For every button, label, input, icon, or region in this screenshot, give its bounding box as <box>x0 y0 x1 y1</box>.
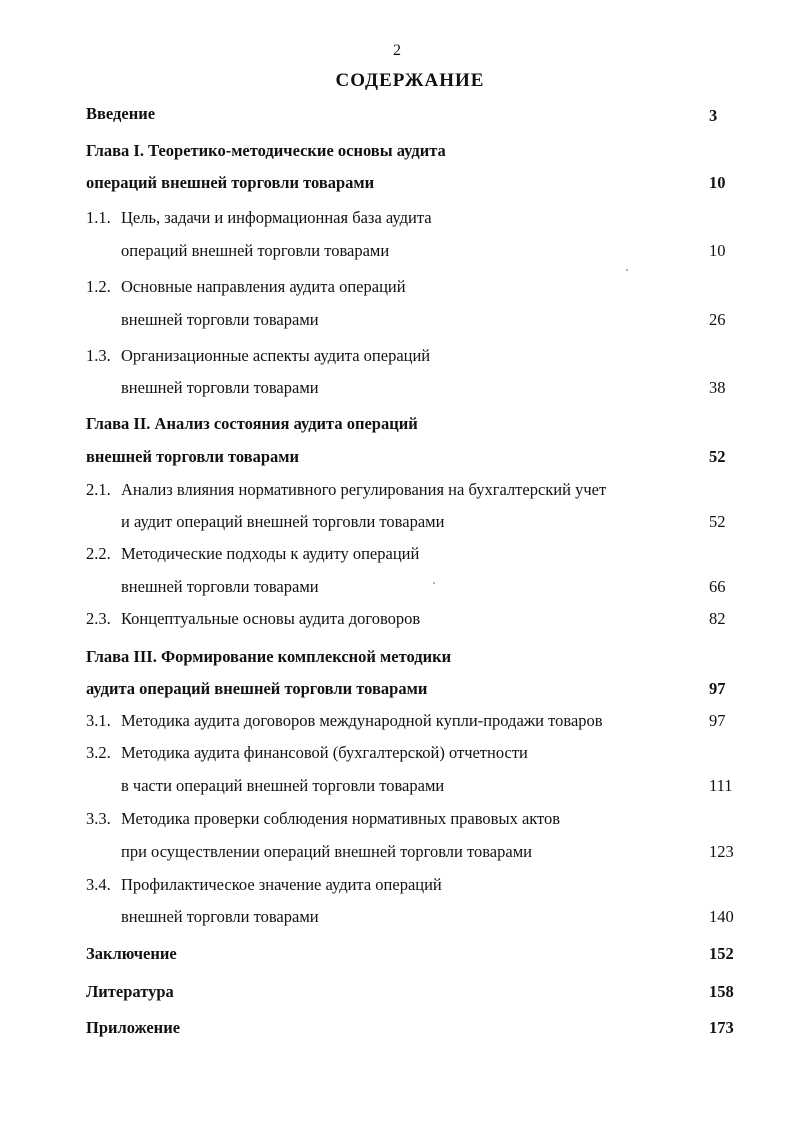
toc-label-continued: операций внешней торговли товарами <box>86 173 375 192</box>
scan-speck <box>433 582 435 584</box>
toc-label-continued: внешней торговли товарами <box>121 577 319 596</box>
toc-label-continued: при осуществлении операций внешней торговли товарами <box>121 842 532 861</box>
toc-label-continued: внешней торговли товарами <box>121 378 319 397</box>
toc-page: 97 <box>709 679 726 698</box>
toc-label: Методика аудита финансовой (бухгалтерской) отчетности <box>121 743 528 762</box>
toc-page: 26 <box>709 310 726 329</box>
toc-label: Организационные аспекты аудита операций <box>121 346 431 365</box>
toc-section-number: 3.3. <box>86 809 111 828</box>
toc-section-number: 1.1. <box>86 208 111 227</box>
toc-page: 152 <box>709 944 734 963</box>
toc-label: Глава III. Формирование комплексной методики <box>86 647 452 666</box>
toc-label: Профилактическое значение аудита операций <box>121 875 442 894</box>
toc-section-number: 1.3. <box>86 346 111 365</box>
toc-label-continued: операций внешней торговли товарами <box>121 241 390 260</box>
toc-page: 140 <box>709 907 734 926</box>
toc-label: Концептуальные основы аудита договоров <box>121 609 421 628</box>
toc-label: Глава II. Анализ состояния аудита операций <box>86 414 418 433</box>
toc-label: Глава I. Теоретико-методические основы аудита <box>86 141 446 160</box>
toc-label: Введение <box>86 104 156 123</box>
toc-page: 10 <box>709 241 726 260</box>
toc-page: 173 <box>709 1018 734 1037</box>
toc-section-number: 2.1. <box>86 480 111 499</box>
toc-page: 82 <box>709 609 726 628</box>
toc-page: 66 <box>709 577 726 596</box>
toc-label-continued: аудита операций внешней торговли товарами <box>86 679 428 698</box>
toc-page: 52 <box>709 447 726 466</box>
toc-section-number: 3.2. <box>86 743 111 762</box>
toc-label: Методические подходы к аудиту операций <box>121 544 420 563</box>
toc-label: Приложение <box>86 1018 181 1037</box>
toc-section-number: 2.3. <box>86 609 111 628</box>
toc-section-number: 2.2. <box>86 544 111 563</box>
toc-page: 52 <box>709 512 726 531</box>
toc-page: 97 <box>709 711 726 730</box>
toc-page: 123 <box>709 842 734 861</box>
page-number: 2 <box>393 42 401 59</box>
toc-label-continued: внешней торговли товарами <box>86 447 300 466</box>
toc-label: Литература <box>86 982 174 1001</box>
toc-label: Заключение <box>86 944 177 963</box>
toc-title: СОДЕРЖАНИЕ <box>335 70 485 91</box>
toc-section-number: 1.2. <box>86 277 111 296</box>
toc-label-continued: внешней торговли товарами <box>121 310 319 329</box>
toc-label-continued: в части операций внешней торговли товарами <box>121 776 445 795</box>
toc-label: Основные направления аудита операций <box>121 277 406 296</box>
toc-label: Методика проверки соблюдения нормативных правовых актов <box>121 809 561 828</box>
scan-speck <box>626 269 628 271</box>
toc-label: Цель, задачи и информационная база аудита <box>121 208 432 227</box>
toc-label-continued: и аудит операций внешней торговли товарами <box>121 512 445 531</box>
toc-section-number: 3.4. <box>86 875 111 894</box>
toc-label-continued: внешней торговли товарами <box>121 907 319 926</box>
toc-page: 158 <box>709 982 734 1001</box>
toc-section-number: 3.1. <box>86 711 111 730</box>
toc-label: Методика аудита договоров международной купли-продажи товаров <box>121 711 603 730</box>
toc-page: 38 <box>709 378 726 397</box>
toc-page: 10 <box>709 173 726 192</box>
toc-label: Анализ влияния нормативного регулирования на бухгалтерский учет <box>121 480 607 499</box>
toc-page: 3 <box>709 106 718 125</box>
toc-page: 111 <box>709 776 733 795</box>
